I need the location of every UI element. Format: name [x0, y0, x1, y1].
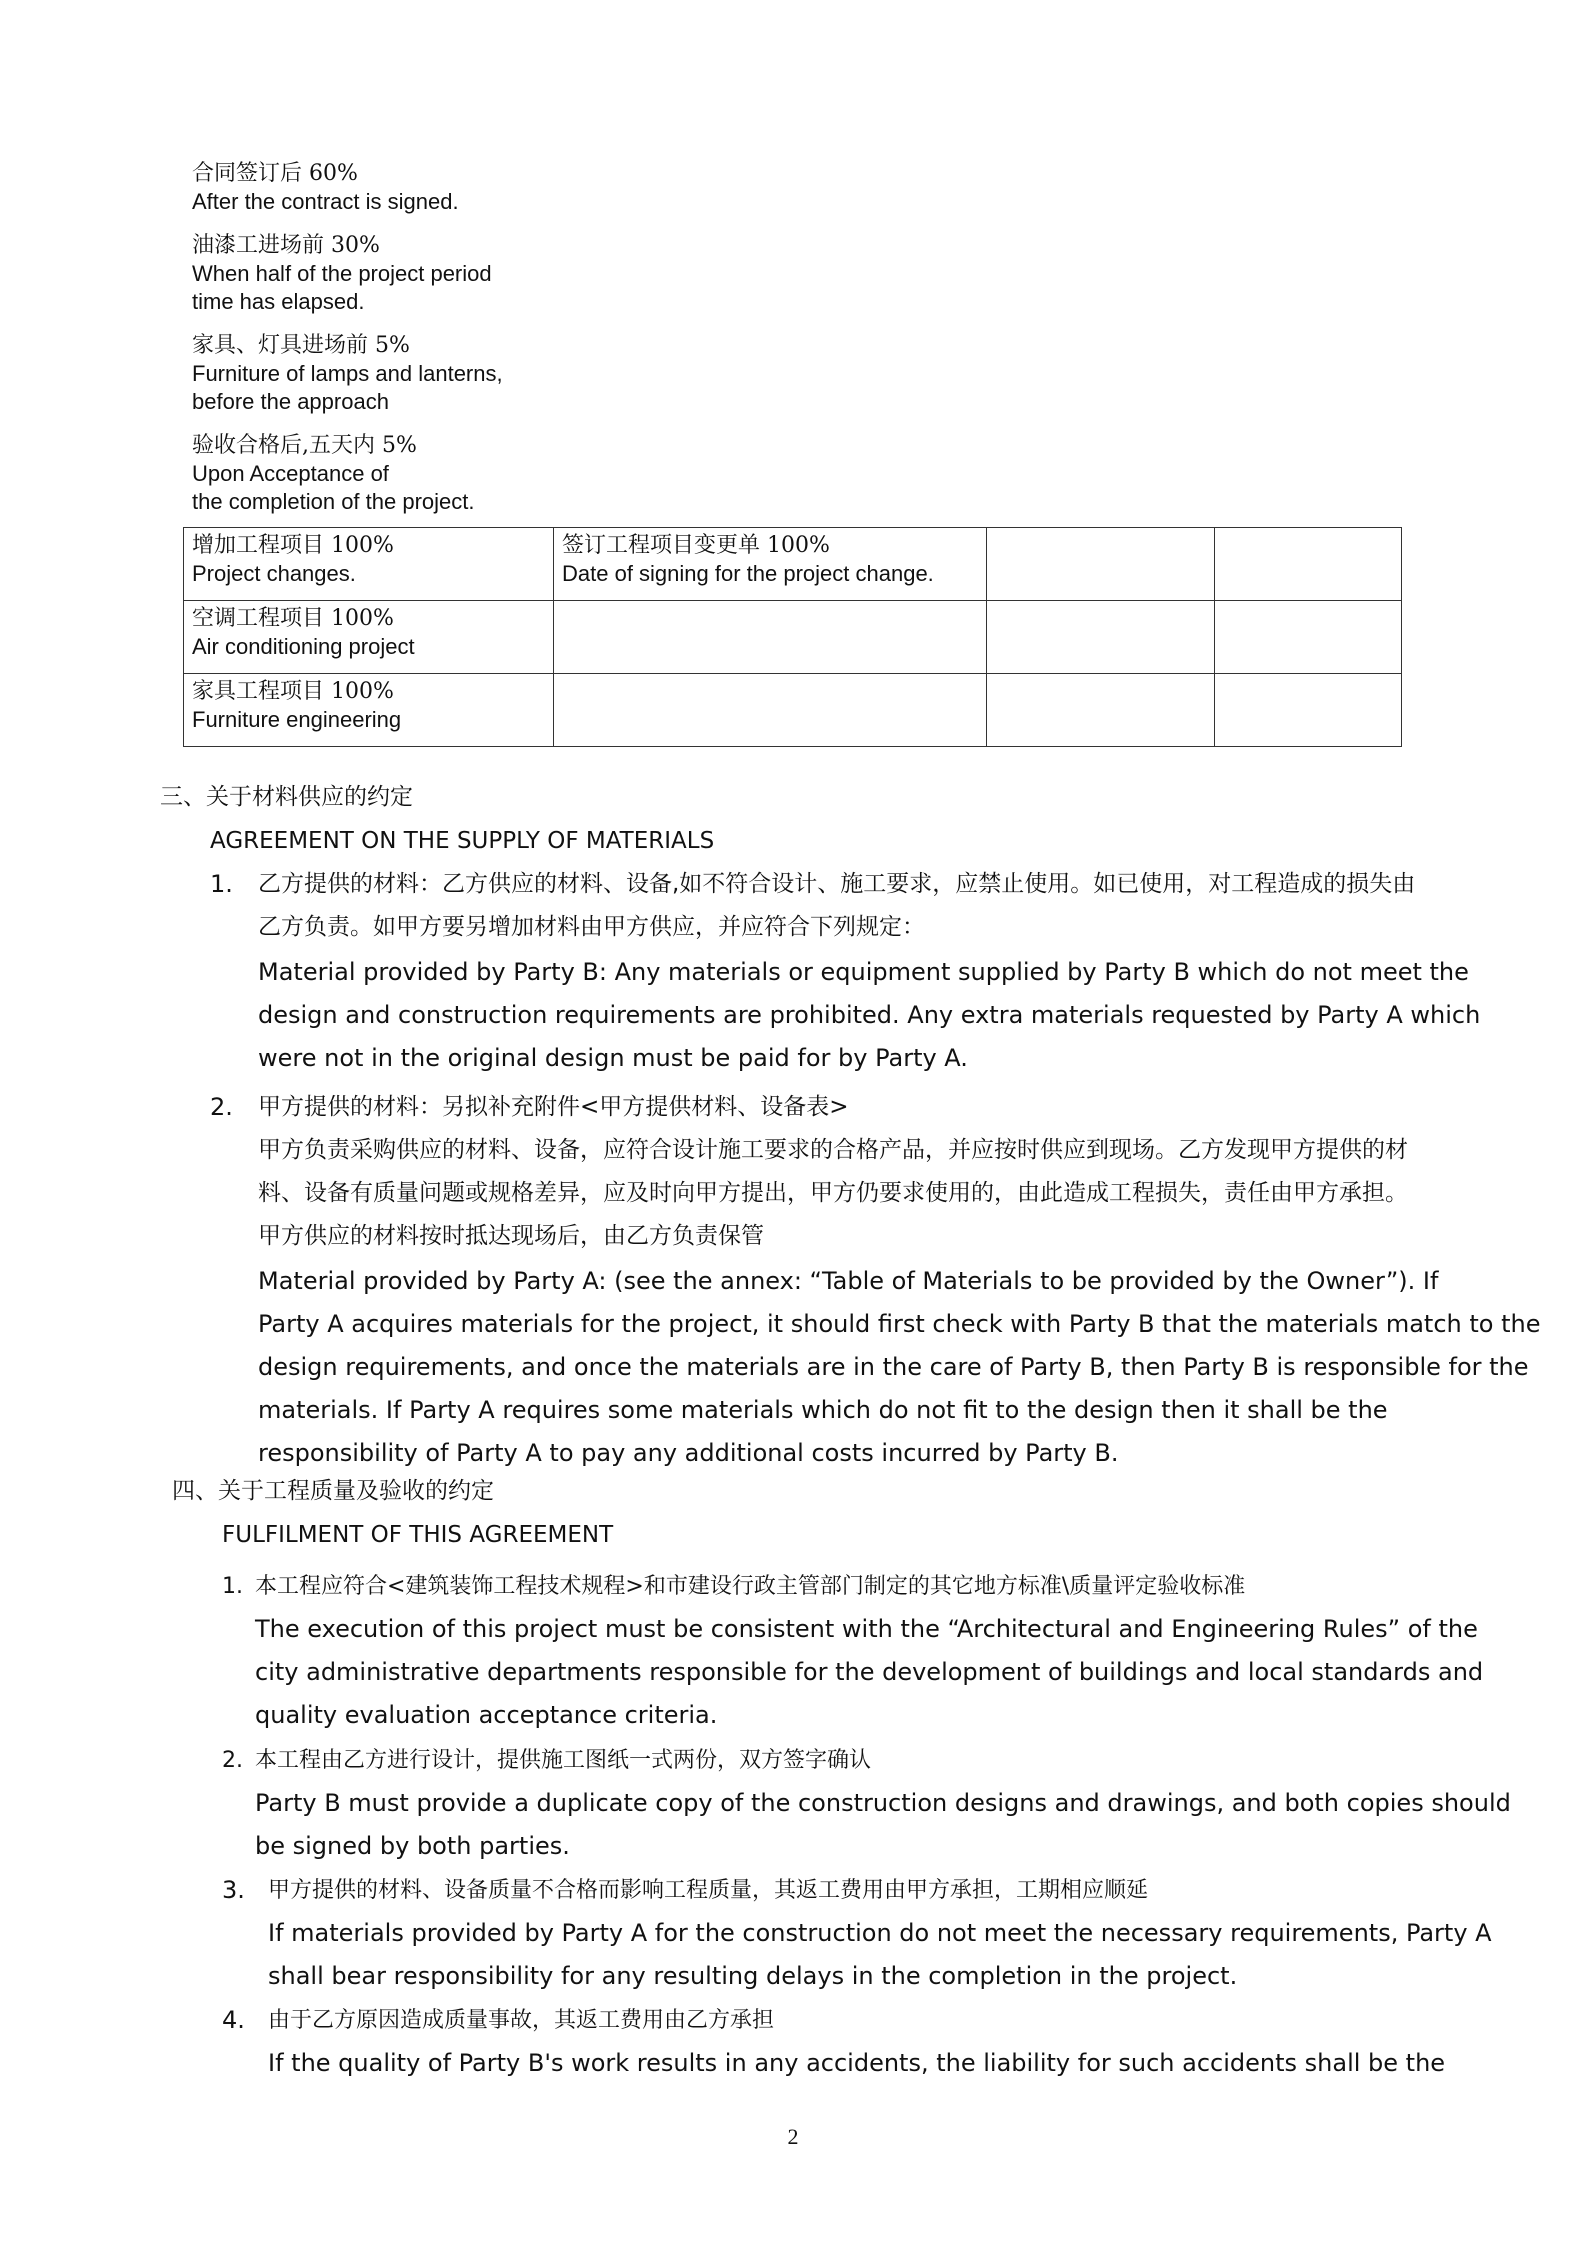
item-en-line: design requirements, and once the materials are in the care of Party B, then Party B is responsible for the: [258, 1353, 1529, 1381]
schedule-en: When half of the project period: [192, 261, 492, 286]
item-en-line: Party B must provide a duplicate copy of the construction designs and drawings, and both copies should: [255, 1789, 1511, 1817]
table-cell: [184, 674, 554, 747]
item-cn-line: 甲方提供的材料：另拟补充附件<甲方提供材料、设备表>: [258, 1094, 849, 1120]
schedule-en: Furniture of lamps and lanterns,: [192, 361, 503, 386]
section3-item-1: [258, 863, 1480, 1080]
item-number: 1.: [210, 870, 233, 898]
cell-en: Date of signing for the project change.: [562, 561, 934, 586]
section4-item-4: [268, 1999, 1445, 2085]
item-en-line: quality evaluation acceptance criteria.: [255, 1701, 718, 1729]
table-cell: [1215, 674, 1402, 747]
schedule-en: time has elapsed.: [192, 289, 365, 314]
table-row: [184, 674, 1402, 747]
cell-en: Furniture engineering: [192, 707, 402, 732]
table-cell: [184, 528, 554, 601]
item-cn-line: 本工程由乙方进行设计，提供施工图纸一式两份，双方签字确认: [255, 1748, 872, 1773]
schedule-en: Upon Acceptance of: [192, 461, 389, 486]
item-number: 1.: [222, 1574, 243, 1599]
item-cn-line: 甲方负责采购供应的材料、设备，应符合设计施工要求的合格产品，并应按时供应到现场。乙方发现甲方提供的材: [258, 1137, 1408, 1163]
cell-cn: 空调工程项目 100%: [192, 606, 394, 631]
item-cn-line: 甲方提供的材料、设备质量不合格而影响工程质量，其返工费用由甲方承担，工期相应顺延: [268, 1878, 1149, 1903]
schedule-item: [192, 160, 459, 216]
item-en-line: If materials provided by Party A for the construction do not meet the necessary requirements, Party A: [268, 1919, 1492, 1947]
table-cell: [554, 674, 987, 747]
item-en-line: were not in the original design must be paid for by Party A.: [258, 1044, 968, 1072]
schedule-en: After the contract is signed.: [192, 189, 459, 214]
schedule-en: before the approach: [192, 389, 389, 414]
schedule-item: [192, 332, 503, 416]
schedule-cn: 油漆工进场前 30%: [192, 233, 380, 258]
table-cell: [554, 601, 987, 674]
cell-en: Air conditioning project: [192, 634, 415, 659]
item-cn-line: 由于乙方原因造成质量事故，其返工费用由乙方承担: [268, 2008, 775, 2033]
item-number: 2.: [210, 1093, 233, 1121]
cell-en: Project changes.: [192, 561, 356, 586]
item-cn-line: 乙方提供的材料：乙方供应的材料、设备,如不符合设计、施工要求，应禁止使用。如已使用，对工程造成的损失由: [258, 871, 1416, 897]
cell-cn: 签订工程项目变更单 100%: [562, 533, 830, 558]
table-row: [184, 528, 1402, 601]
section3-heading-en: AGREEMENT ON THE SUPPLY OF MATERIALS: [210, 828, 715, 854]
schedule-cn: 验收合格后,五天内 5%: [192, 433, 417, 458]
item-number: 2.: [222, 1748, 243, 1773]
section4-item-3: [268, 1869, 1492, 1998]
item-cn-line: 本工程应符合<建筑装饰工程技术规程>和市建设行政主管部门制定的其它地方标准\质量评定验收标准: [255, 1574, 1246, 1599]
section4-heading-en: FULFILMENT OF THIS AGREEMENT: [222, 1522, 614, 1548]
section3-heading-cn: 三、关于材料供应的约定: [160, 784, 413, 810]
cell-cn: 家具工程项目 100%: [192, 679, 394, 704]
section4-item-1: [255, 1565, 1483, 1737]
table-cell: [184, 601, 554, 674]
item-cn-line: 料、设备有质量问题或规格差异，应及时向甲方提出，甲方仍要求使用的，由此造成工程损失，责任由甲方承担。: [258, 1180, 1408, 1206]
item-en-line: materials. If Party A requires some materials which do not fit to the design then it shall be the: [258, 1396, 1388, 1424]
item-en-line: design and construction requirements are prohibited. Any extra materials requested by Party A which: [258, 1001, 1481, 1029]
item-cn-line: 乙方负责。如甲方要另增加材料由甲方供应，并应符合下列规定：: [258, 914, 925, 940]
schedule-item: [192, 432, 475, 516]
item-en-line: shall bear responsibility for any resulting delays in the completion in the project.: [268, 1962, 1238, 1990]
schedule-cn: 合同签订后 60%: [192, 161, 358, 186]
schedule-en: the completion of the project.: [192, 489, 475, 514]
item-en-line: Material provided by Party A: (see the annex: “Table of Materials to be provided by the Owner”). If: [258, 1267, 1439, 1295]
table-cell: [554, 528, 987, 601]
section4-heading-cn: 四、关于工程质量及验收的约定: [172, 1478, 494, 1504]
table-row: [184, 601, 1402, 674]
item-en-line: responsibility of Party A to pay any additional costs incurred by Party B.: [258, 1439, 1119, 1467]
page-number: 2: [787, 2124, 799, 2149]
item-number: 3.: [222, 1876, 245, 1904]
item-number: 4.: [222, 2006, 245, 2034]
table-cell: [987, 674, 1215, 747]
cell-cn: 增加工程项目 100%: [192, 533, 394, 558]
section4-item-2: [255, 1739, 1511, 1868]
schedule-cn: 家具、灯具进场前 5%: [192, 333, 410, 358]
table-cell: [1215, 601, 1402, 674]
item-en-line: Material provided by Party B: Any materials or equipment supplied by Party B which do not meet the: [258, 958, 1469, 986]
item-en-line: be signed by both parties.: [255, 1832, 570, 1860]
project-changes-table: [183, 527, 1402, 747]
item-cn-line: 甲方供应的材料按时抵达现场后，由乙方负责保管: [258, 1223, 764, 1249]
item-en-line: Party A acquires materials for the project, it should first check with Party B that the materials match to the: [258, 1310, 1541, 1338]
table-cell: [987, 601, 1215, 674]
schedule-item: [192, 232, 492, 316]
item-en-line: The execution of this project must be consistent with the “Architectural and Engineering Rules” of the: [255, 1615, 1478, 1643]
item-en-line: city administrative departments responsible for the development of buildings and local standards and: [255, 1658, 1484, 1686]
table-cell: [1215, 528, 1402, 601]
section3-item-2: [258, 1086, 1540, 1475]
table-cell: [987, 528, 1215, 601]
item-en-line: If the quality of Party B's work results in any accidents, the liability for such accidents shall be the: [268, 2049, 1446, 2077]
